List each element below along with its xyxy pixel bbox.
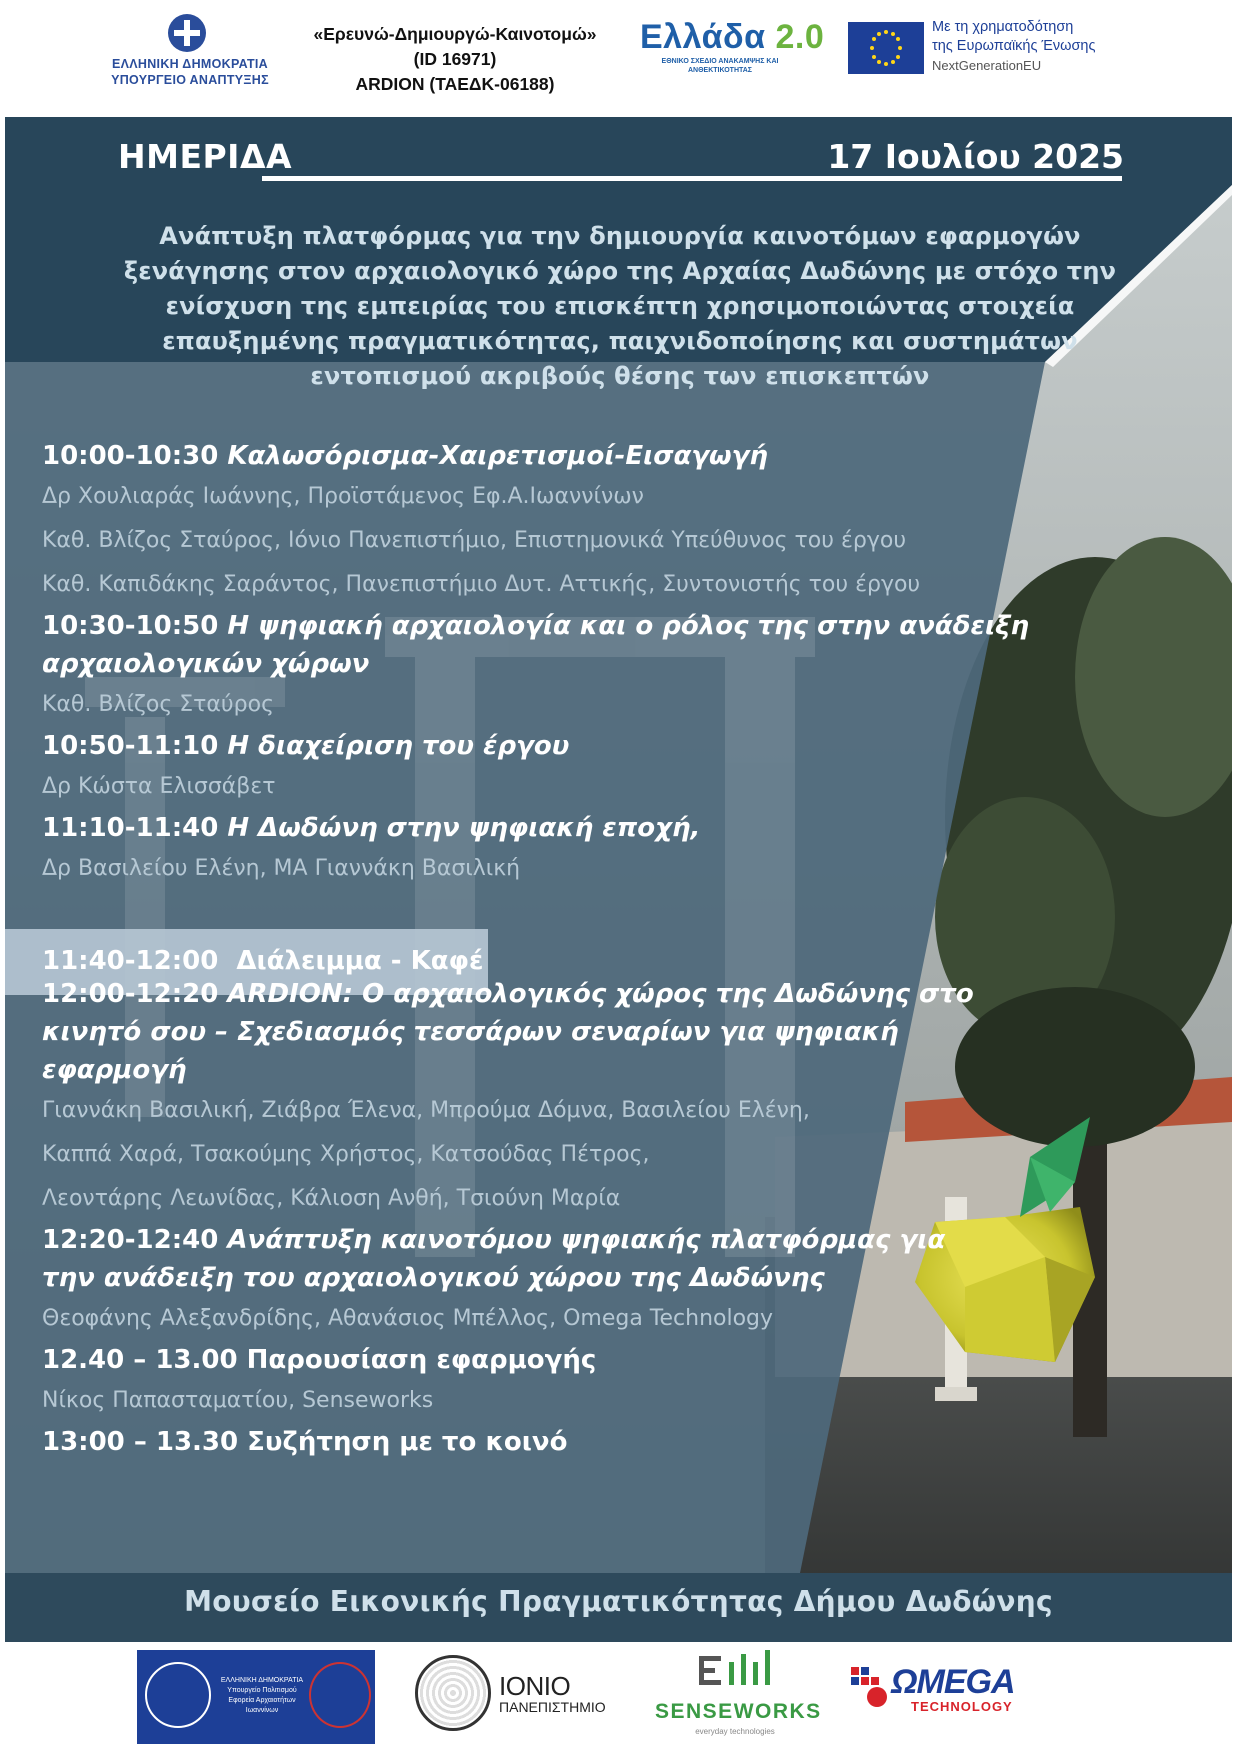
ionio-big: ΙΟΝΙΟ bbox=[499, 1671, 571, 1701]
slot-title bbox=[42, 437, 1042, 475]
slot-title bbox=[42, 1341, 1042, 1379]
slot-title bbox=[42, 975, 1042, 1013]
slot-time: 12:20-12:40 bbox=[42, 1225, 219, 1255]
slot-topic: Καλωσόρισμα-Χαιρετισμοί-Εισαγωγή bbox=[227, 441, 768, 471]
slot-topic: αρχαιολογικών χώρων bbox=[42, 649, 370, 679]
slot-title bbox=[42, 809, 1042, 847]
ephorate-logo bbox=[137, 1650, 375, 1744]
slot-topic: ARDION: Ο αρχαιολογικός χώρος της Δωδώνης στο bbox=[227, 979, 974, 1009]
slot-topic: Ανάπτυξη καινοτόμου ψηφιακής πλατφόρμας για bbox=[227, 1225, 946, 1255]
description-line: ξενάγησης στον αρχαιολογικό χώρο της Αρχαίας Δωδώνης με στόχο την bbox=[123, 257, 1117, 285]
slot-title bbox=[42, 607, 1042, 645]
senseworks-logo bbox=[655, 1650, 822, 1745]
slot-time: 11:10-11:40 bbox=[42, 813, 219, 843]
eu-line2: της Ευρωπαϊκής Ένωσης bbox=[932, 38, 1096, 54]
description-line: εντοπισμού ακριβούς θέσης των επισκεπτών bbox=[310, 362, 930, 390]
partner-logos bbox=[0, 1645, 1241, 1755]
description-line: Ανάπτυξη πλατφόρμας για την δημιουργία καινοτόμων εφαρμογών bbox=[159, 222, 1081, 250]
venue-text: Μουσείο Εικονικής Πραγματικότητας Δήμου Δωδώνης bbox=[184, 1585, 1053, 1618]
omega-technology-logo bbox=[847, 1663, 1047, 1723]
slot-speaker: Νίκος Παπασταματίου, Senseworks bbox=[42, 1388, 434, 1413]
senseworks-word: SENSEWORKS bbox=[655, 1700, 822, 1723]
ellada-version: 2.0 bbox=[775, 18, 825, 56]
ephorate-line2: Υπουργείο Πολιτισμού bbox=[227, 1687, 297, 1694]
senseworks-bars-icon bbox=[697, 1650, 773, 1692]
omega-mosaic-icon bbox=[847, 1663, 891, 1713]
slot-time: 12:00-12:20 bbox=[42, 979, 219, 1009]
slot-speaker: Καθ. Καπιδάκης Σαράντος, Πανεπιστήμιο Δυτ. Αττικής, Συντονιστής του έργου bbox=[42, 572, 921, 597]
eu-line1: Με τη χρηματοδότηση bbox=[932, 19, 1074, 35]
eu-funding-text bbox=[932, 18, 1162, 75]
ionian-university-logo bbox=[415, 1655, 625, 1740]
project-info bbox=[285, 22, 625, 97]
slot-title bbox=[42, 1221, 1042, 1259]
ephorate-line1: ΕΛΛΗΝΙΚΗ ΔΗΜΟΚΡΑΤΙΑ bbox=[220, 1677, 304, 1684]
slot-speaker: Δρ Βασιλείου Ελένη, ΜΑ Γιαννάκη Βασιλική bbox=[42, 856, 521, 881]
event-description bbox=[65, 219, 1175, 394]
greek-emblem-icon bbox=[168, 14, 206, 52]
slot-topic: εφαρμογή bbox=[42, 1055, 187, 1085]
slot-speaker: Θεοφάνης Αλεξανδρίδης, Αθανάσιος Μπέλλος, Omega Technology bbox=[42, 1306, 774, 1331]
slot-time: 10:30-10:50 bbox=[42, 611, 219, 641]
ellada-2-0-logo bbox=[640, 18, 840, 78]
byzantine-museum-icon bbox=[309, 1662, 371, 1728]
gov-line1: ΕΛΛΗΝΙΚΗ ΔΗΜΟΚΡΑΤΙΑ bbox=[111, 57, 268, 71]
slot-topic: Η ψηφιακή αρχαιολογία και ο ρόλος της στην ανάδειξη bbox=[227, 611, 1030, 641]
top-logo-strip bbox=[0, 0, 1241, 115]
slot-speaker: Καθ. Βλίζος Σταύρος bbox=[42, 692, 274, 717]
break-time: 11:40-12:00 bbox=[42, 946, 219, 976]
slot-title bbox=[42, 1423, 1042, 1461]
slot-time: 13:00 – 13.30 bbox=[42, 1427, 239, 1457]
eu-flag-icon bbox=[848, 22, 924, 74]
gov-logo-text bbox=[95, 56, 285, 88]
project-line1: «Ερευνώ-Δημιουργώ-Καινοτομώ» bbox=[313, 24, 597, 44]
eu-line3: NextGenerationEU bbox=[932, 58, 1042, 73]
slot-topic: κινητό σου – Σχεδιασμός τεσσάρων σεναρίων για ψηφιακή bbox=[42, 1017, 899, 1047]
description-line: επαυξημένης πραγματικότητας, παιχνιδοποίησης και συστημάτων bbox=[162, 327, 1078, 355]
event-date: 17 Ιουλίου 2025 bbox=[827, 137, 1124, 176]
poster bbox=[5, 117, 1232, 1642]
omega-tech: TECHNOLOGY bbox=[911, 1699, 1013, 1714]
ionio-small: ΠΑΝΕΠΙΣΤΗΜΙΟ bbox=[499, 1699, 606, 1715]
slot-topic: την ανάδειξη του αρχαιολογικού χώρου της Δωδώνης bbox=[42, 1263, 825, 1293]
slot-time: 12.40 – 13.00 bbox=[42, 1345, 238, 1375]
slot-speaker: Λεοντάρης Λεωνίδας, Κάλιοση Ανθή, Τσιούνη Μαρία bbox=[42, 1186, 621, 1211]
break-title: Διάλειμμα - Καφέ bbox=[236, 946, 484, 976]
slot-speaker: Καθ. Βλίζος Σταύρος, Ιόνιο Πανεπιστήμιο, Επιστημονικά Υπεύθυνος του έργου bbox=[42, 528, 907, 553]
description-line: ενίσχυση της εμπειρίας του επισκέπτη χρησιμοποιώντας στοιχεία bbox=[165, 292, 1075, 320]
slot-speaker: Δρ Κώστα Ελισσάβετ bbox=[42, 774, 276, 799]
slot-topic: Παρουσίαση εφαρμογής bbox=[246, 1345, 597, 1375]
slot-time: 10:50-11:10 bbox=[42, 731, 219, 761]
ephorate-seal-icon bbox=[145, 1662, 211, 1728]
header-band bbox=[5, 117, 1232, 399]
slot-title-cont bbox=[42, 645, 1042, 683]
slot-topic: Η Δωδώνη στην ψηφιακή εποχή, bbox=[227, 813, 701, 843]
project-line3: ARDION (ΤΑΕΔΚ-06188) bbox=[355, 74, 555, 94]
slot-title-cont bbox=[42, 1051, 1042, 1089]
slot-time: 10:00-10:30 bbox=[42, 441, 219, 471]
ephorate-line3: Εφορεία Αρχαιοτήτων Ιωαννίνων bbox=[228, 1697, 296, 1714]
slot-speaker: Γιαννάκη Βασιλική, Ζιάβρα Έλενα, Μπρούμα Δόμνα, Βασιλείου Ελένη, bbox=[42, 1098, 810, 1123]
slot-speaker: Καππά Χαρά, Τσακούμης Χρήστος, Κατσούδας Πέτρος, bbox=[42, 1142, 650, 1167]
event-type: ΗΜΕΡΙΔΑ bbox=[118, 137, 293, 176]
university-seal-icon bbox=[415, 1655, 491, 1731]
slot-topic: Συζήτηση με το κοινό bbox=[247, 1427, 568, 1457]
gov-line2: ΥΠΟΥΡΓΕΙΟ ΑΝΑΠΤΥΞΗΣ bbox=[111, 73, 269, 87]
slot-topic: Η διαχείριση του έργου bbox=[227, 731, 570, 761]
slot-title-cont bbox=[42, 1013, 1042, 1051]
project-line2: (ID 16971) bbox=[413, 49, 497, 69]
slot-title bbox=[42, 727, 1042, 765]
senseworks-tag: everyday technologies bbox=[695, 1727, 775, 1736]
slot-title-cont bbox=[42, 1259, 1042, 1297]
slot-speaker: Δρ Χουλιαράς Ιωάννης, Προϊστάμενος Εφ.Α.Ιωαννίνων bbox=[42, 484, 644, 509]
ellada-sub: ΕΘΝΙΚΟ ΣΧΕΔΙΟ ΑΝΑΚΑΜΨΗΣ ΚΑΙ ΑΝΘΕΚΤΙΚΟΤΗΤΑΣ bbox=[661, 58, 779, 74]
ellada-word: Ελλάδα bbox=[640, 18, 766, 56]
program-schedule bbox=[42, 437, 1042, 1461]
omega-word: ΩMEGA bbox=[891, 1663, 1015, 1701]
